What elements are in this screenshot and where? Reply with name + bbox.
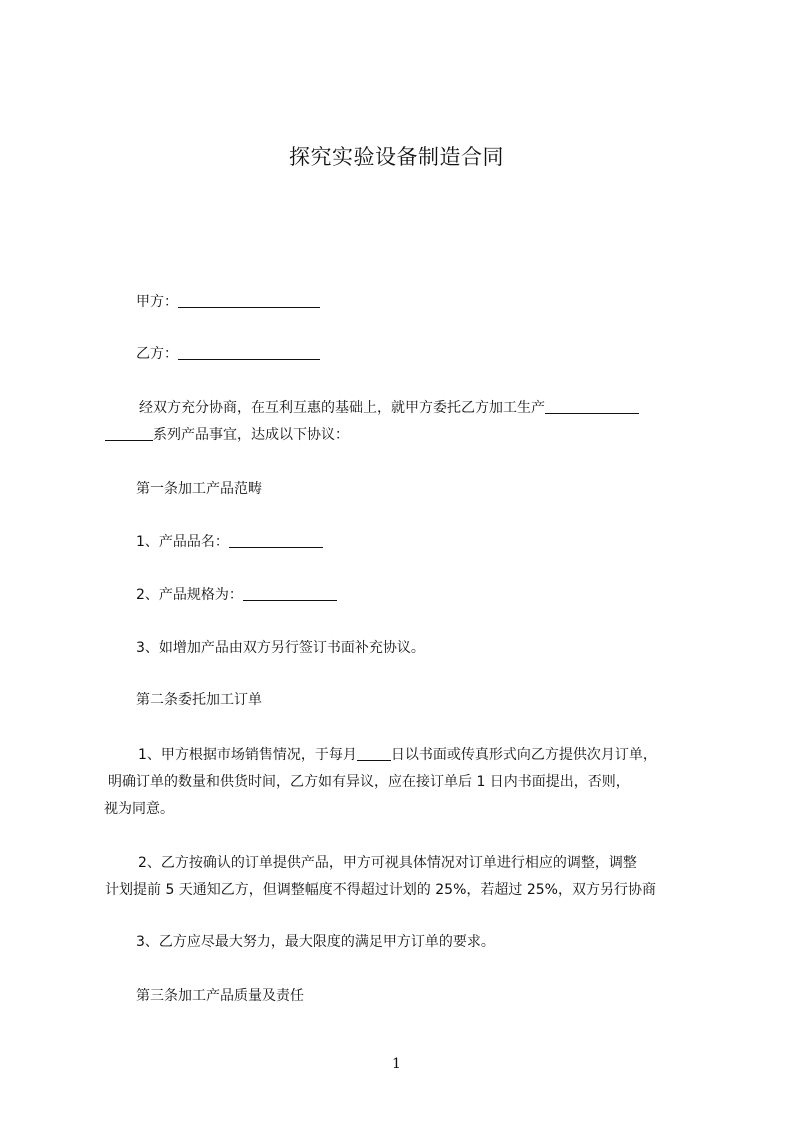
intro-text-1: 经双方充分协商，在互利互惠的基础上，就甲方委托乙方加工生产 — [139, 400, 545, 416]
intro-line-1 — [139, 398, 639, 418]
party-a-line — [136, 292, 320, 312]
product-series-blank — [545, 399, 639, 414]
product-spec-label: 2、产品规格为： — [136, 587, 243, 603]
article-2-item-3: 3、乙方应尽最大努力，最大限度的满足甲方订单的要求。 — [136, 934, 495, 950]
document-title: 探究实验设备制造合同 — [289, 145, 504, 169]
article-2-item-1-line-3: 视为同意。 — [104, 801, 174, 817]
intro-text-2: 系列产品事宜，达成以下协议： — [153, 427, 349, 443]
article-2-item-2-line-1: 2、乙方按确认的订单提供产品，甲方可视具体情况对订单进行相应的调整，调整 — [138, 855, 637, 871]
party-b-label: 乙方： — [136, 346, 178, 362]
article-1-item-1 — [136, 532, 323, 552]
party-b-blank — [178, 345, 320, 360]
article-1-item-2 — [136, 585, 337, 605]
order-clause-pre: 1、甲方根据市场销售情况，于每月 — [138, 747, 357, 763]
order-clause-post: 日以书面或传真形式向乙方提供次月订单， — [390, 747, 657, 763]
page-number: 1 — [392, 1056, 401, 1072]
article-2-item-1-line-1 — [138, 745, 657, 765]
product-name-blank — [229, 533, 323, 548]
party-a-blank — [178, 293, 320, 308]
product-spec-blank — [243, 586, 337, 601]
article-2-item-2-line-2: 计划提前 5 天通知乙方，但调整幅度不得超过计划的 25%，若超过 25%，双方另行协商 — [105, 882, 656, 898]
product-name-label: 1、产品品名： — [136, 534, 229, 550]
party-b-line — [136, 344, 320, 364]
article-1-heading: 第一条加工产品范畴 — [136, 481, 262, 497]
article-3-heading: 第三条加工产品质量及责任 — [136, 988, 304, 1004]
product-series-blank-cont — [105, 426, 153, 441]
party-a-label: 甲方： — [136, 294, 178, 310]
article-1-item-3: 3、如增加产品由双方另行签订书面补充协议。 — [136, 640, 425, 656]
article-2-item-1-line-2: 明确订单的数量和供货时间，乙方如有异议，应在接订单后 1 日内书面提出，否则， — [108, 774, 630, 790]
order-day-blank — [357, 746, 391, 761]
intro-line-2 — [105, 425, 349, 445]
article-2-heading: 第二条委托加工订单 — [136, 692, 262, 708]
